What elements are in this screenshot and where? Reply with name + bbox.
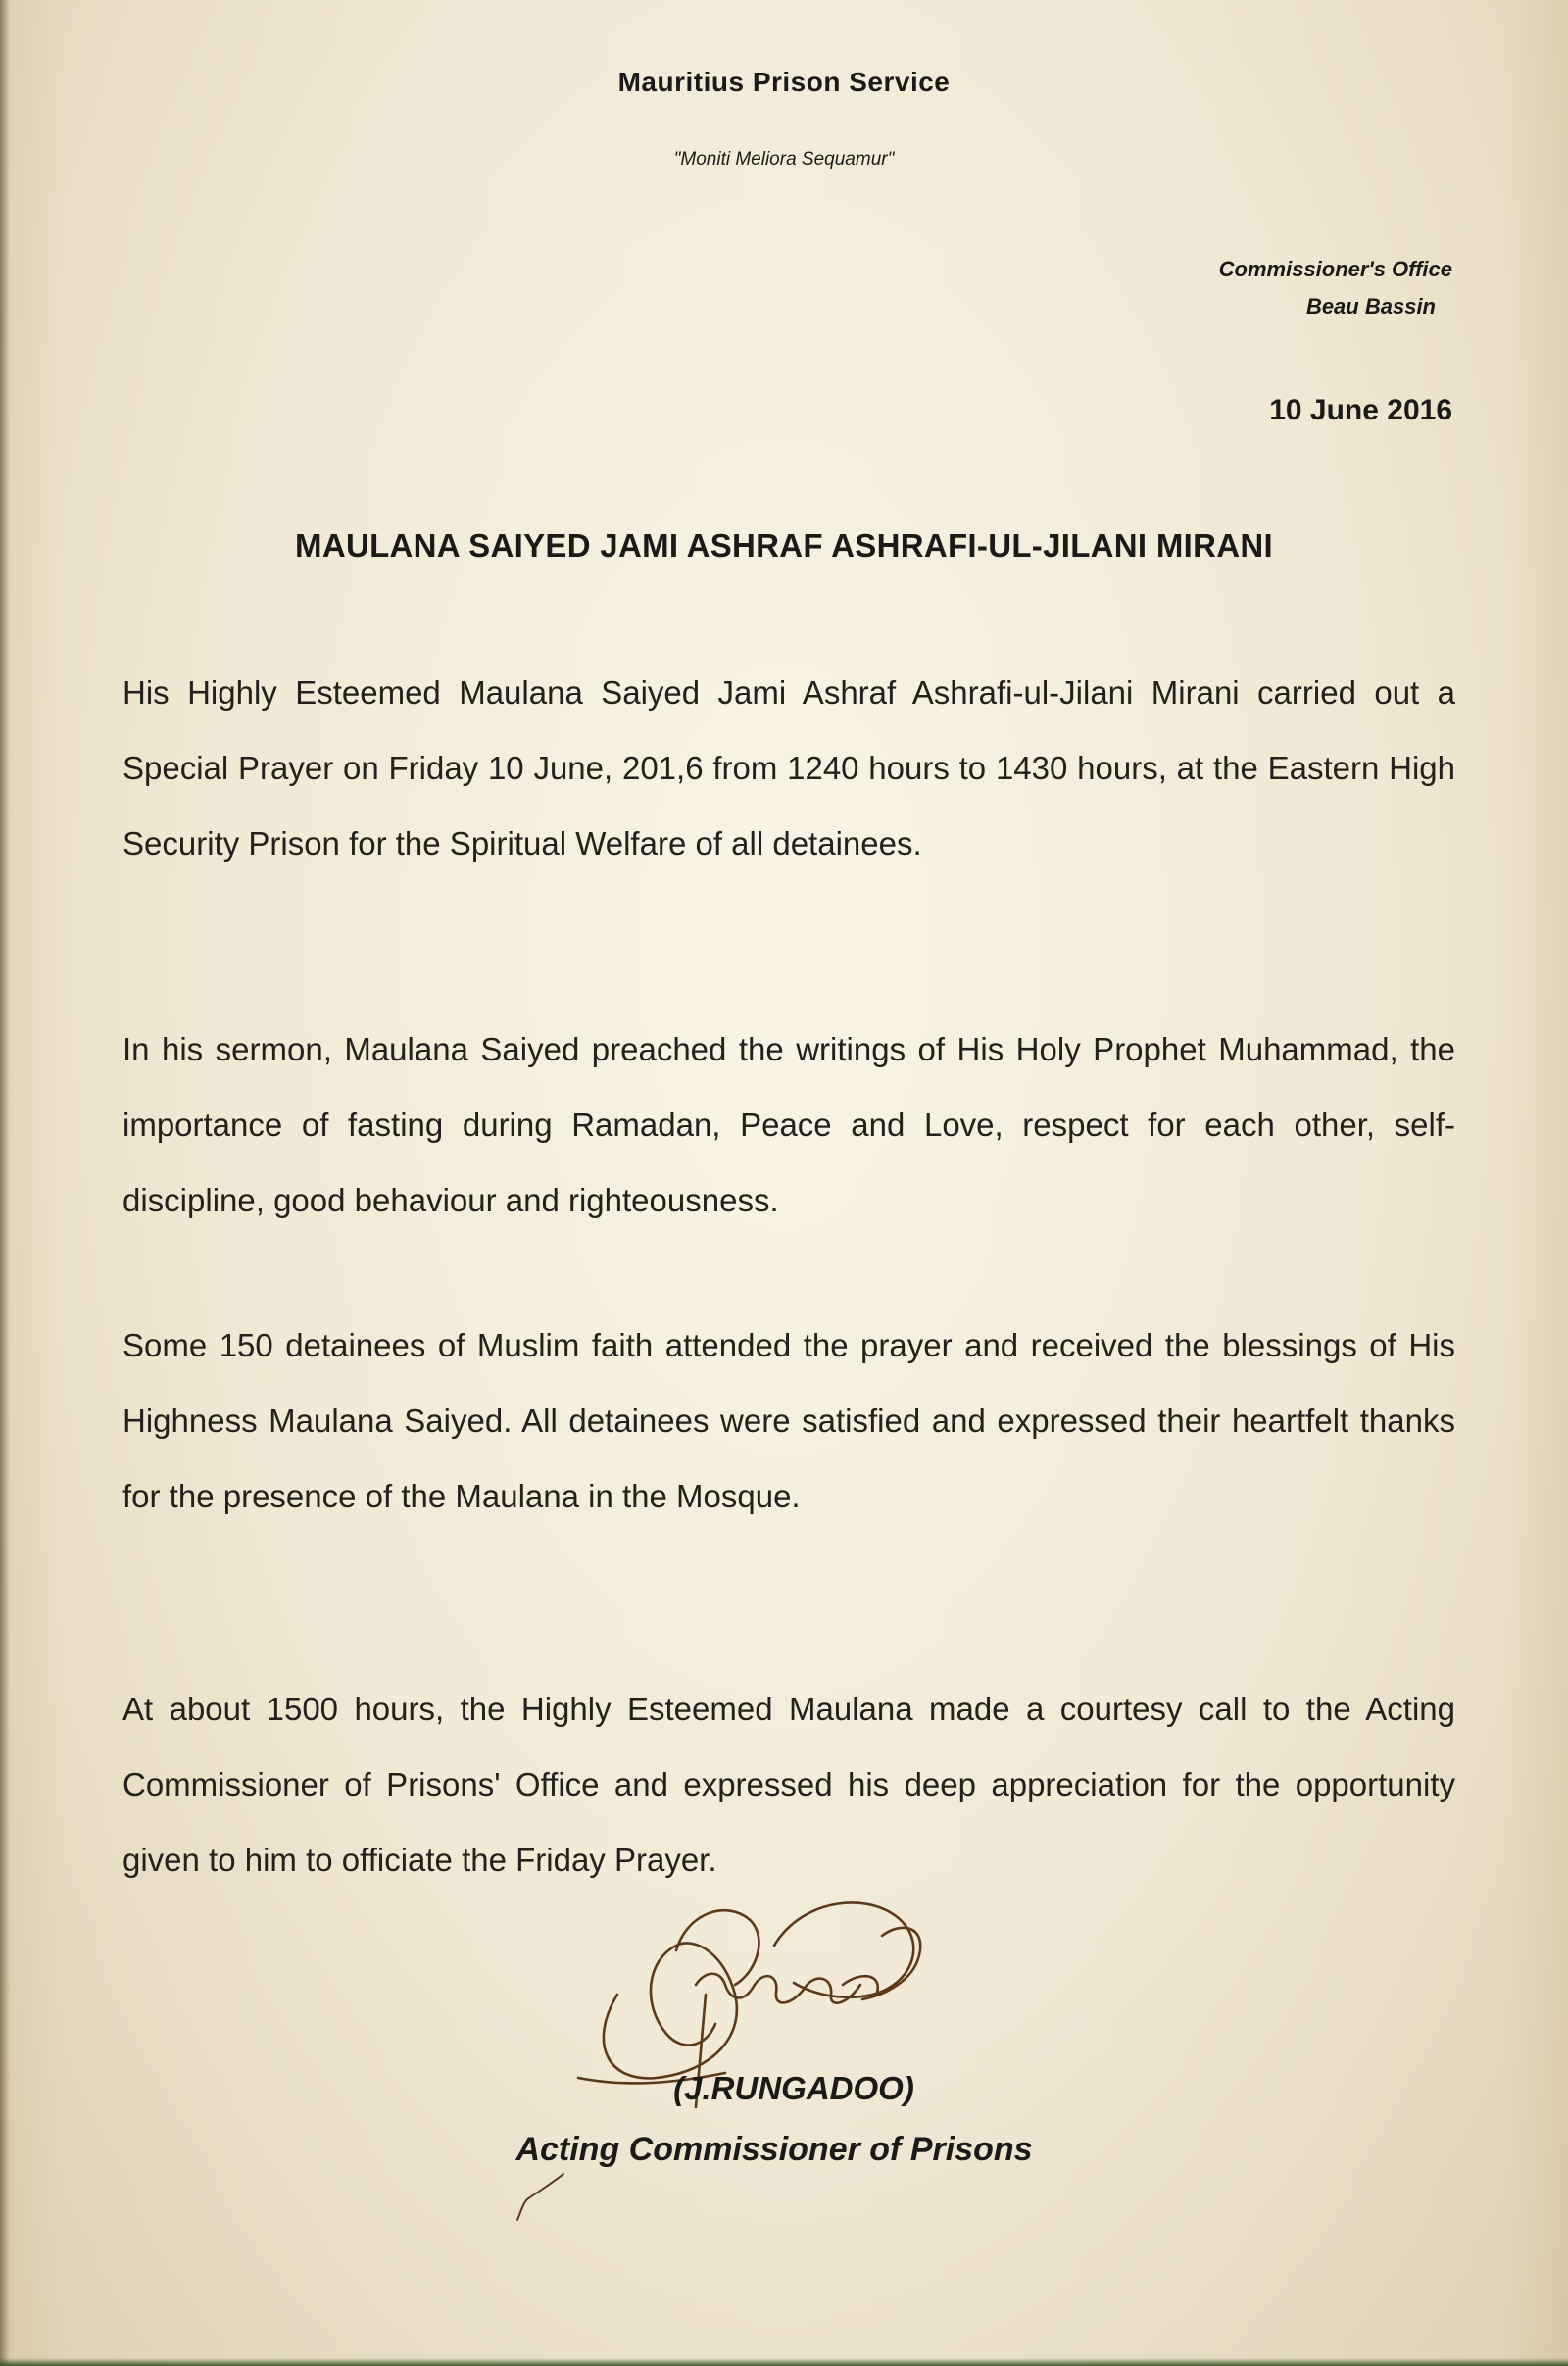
letter-date: 10 June 2016 [1269,394,1452,426]
body-paragraph-3: Some 150 detainees of Muslim faith attended the prayer and received the blessings of His Highness Maulana Saiyed. All detainees were satisfied and expressed their heartfelt thanks for the presence of the Maulana in the Mosque. [122,1327,1455,1514]
letter-heading: MAULANA SAIYED JAMI ASHRAF ASHRAFI-UL-JILANI MIRANI [295,527,1273,564]
motto: "Moniti Meliora Sequamur" [673,149,895,170]
body-paragraph-4: At about 1500 hours, the Highly Esteemed Maulana made a courtesy call to the Acting Commissioner of Prisons' Office and expressed his deep appreciation for the opportunity given to him to officiate the Friday Prayer. [122,1691,1455,1878]
organization-name: Mauritius Prison Service [617,67,951,97]
office-place-line: Beau Bassin [1305,294,1436,319]
office-address-line: Commissioner's Office [1218,257,1452,281]
signatory-title: Acting Commissioner of Prisons [515,2131,1033,2168]
body-paragraph-2: In his sermon, Maulana Saiyed preached the writings of His Holy Prophet Muhammad, the importance of fasting during Ramadan, Peace and Love, respect for each other, self-discipline, good behaviour and righteousness. [122,1031,1455,1218]
signatory-name: (J.RUNGADOO) [673,2070,914,2106]
tick-mark [510,2166,568,2225]
frame-bottom-edge [0,2358,1568,2366]
paper-edge-shadow [0,0,10,2366]
body-paragraph-1: His Highly Esteemed Maulana Saiyed Jami Ashraf Ashrafi-ul-Jilani Mirani carried out a Special Prayer on Friday 10 June, 201,6 from 1240 hours to 1430 hours, at the Eastern High Security Prison for the Spiritual Welfare of all detainees. [122,674,1455,862]
